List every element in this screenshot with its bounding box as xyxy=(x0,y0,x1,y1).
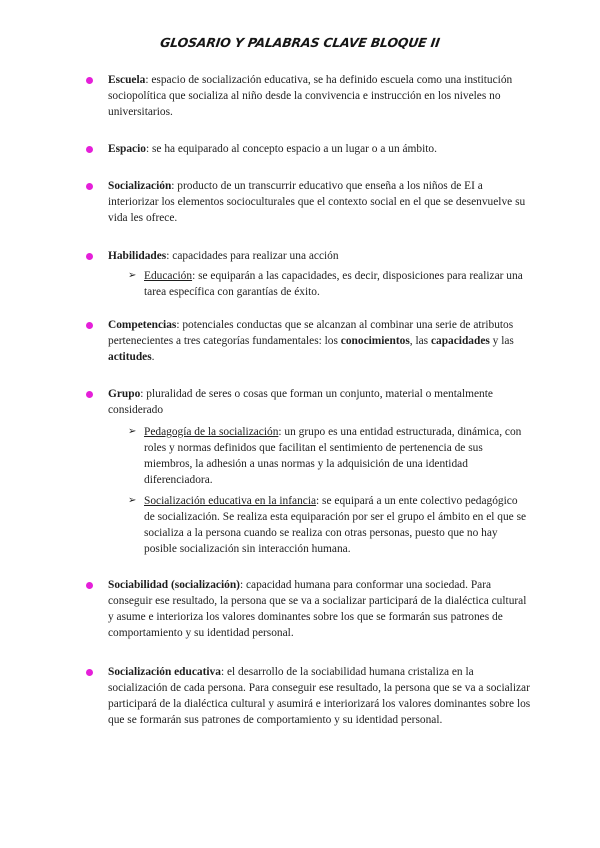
entry-term: Espacio xyxy=(108,143,146,155)
entry-definition-part: , las xyxy=(409,335,431,347)
bullet-icon xyxy=(86,582,93,589)
glossary-entry-competencias xyxy=(90,317,534,365)
arrow-bullet-icon: ➢ xyxy=(128,426,137,437)
entry-definition-part: y las xyxy=(489,335,514,347)
sub-entry-definition: : un grupo es una entidad estructurada, dinámica, con roles y normas definidos que facilitan el sentimiento de pertenencia de sus miembros, la adhesión a unas normas y la adquisición de una identidad diferenciadora. xyxy=(144,426,522,486)
glossary-entry-escuela xyxy=(90,72,534,120)
sub-entry-term: Socialización educativa en la infancia xyxy=(144,495,317,507)
entry-term: Habilidades xyxy=(108,250,167,262)
entry-term: Grupo xyxy=(108,388,141,400)
bullet-icon xyxy=(86,253,93,260)
entry-definition: : producto de un transcurrir educativo que enseña a los niños de EI a interiorizar los elementos socioculturales que el contexto social en el que se desenvuelve su vida les ofrece. xyxy=(108,180,526,224)
sub-entry-term: Pedagogía de la socialización xyxy=(144,426,279,438)
arrow-bullet-icon: ➢ xyxy=(128,270,137,281)
sub-entry-socializacion-infancia xyxy=(128,493,529,557)
bullet-icon xyxy=(86,146,93,153)
entry-term: Socialización educativa xyxy=(108,666,221,678)
arrow-bullet-icon: ➢ xyxy=(128,495,137,506)
sub-entry-pedagogia xyxy=(128,424,529,488)
glossary-entry-sociabilidad xyxy=(90,577,534,641)
bullet-icon xyxy=(86,183,93,190)
glossary-entry-grupo xyxy=(90,386,534,557)
entry-definition: : capacidad humana para conformar una sociedad. Para conseguir ese resultado, la persona que se va a socializar participará de la dialéctica cultural y asume e interioriza los valores dominantes sobre los que se formarán sus patrones de comportamiento y su identidad personal. xyxy=(108,579,527,639)
bullet-icon xyxy=(86,322,93,329)
bullet-icon xyxy=(86,77,93,84)
glossary-entry-habilidades xyxy=(90,248,534,300)
bullet-icon xyxy=(86,391,93,398)
keyword-actitudes: actitudes xyxy=(108,351,152,363)
entry-definition: : capacidades para realizar una acción xyxy=(166,250,339,262)
glossary-entry-socializacion xyxy=(90,178,534,226)
keyword-conocimientos: conocimientos xyxy=(340,335,410,347)
entry-definition: : espacio de socialización educativa, se ha definido escuela como una institución sociopolítica que socializa al niño desde la convivencia e instrucción en los niveles no universitarios. xyxy=(108,74,513,118)
entry-definition: : se ha equiparado al concepto espacio a un lugar o a un ámbito. xyxy=(145,143,437,155)
glossary-entry-espacio xyxy=(90,141,534,157)
bullet-icon xyxy=(86,669,93,676)
entry-term: Socialización xyxy=(108,180,172,192)
sub-entry-educacion xyxy=(128,268,529,300)
entry-term: Competencias xyxy=(108,319,177,331)
entry-definition-part: . xyxy=(151,351,155,363)
keyword-capacidades: capacidades xyxy=(430,335,490,347)
entry-definition: : pluralidad de seres o cosas que forman un conjunto, material o mentalmente considerado xyxy=(108,388,493,416)
sub-entry-definition: : se equipará a un ente colectivo pedagógico de socialización. Se realiza esta equiparación por ser el grupo el ámbito en el que se socializa a la persona cuando se realiza con otras personas, puesto que no hay posible socialización sin interacción humana. xyxy=(144,495,527,555)
page-title: GLOSARIO Y PALABRAS CLAVE BLOQUE II xyxy=(159,35,441,50)
sub-entry-definition: : se equiparán a las capacidades, es decir, disposiciones para realizar una tarea específica con garantías de éxito. xyxy=(144,270,523,298)
entry-definition: : el desarrollo de la sociabilidad humana cristaliza en la socialización de cada persona. Para conseguir ese resultado, la persona que se va a socializar participará de la dialéctica cultural y asumirá e interiorizará los valores dominantes sobre los que se formarán sus patrones de comportamiento y su identidad personal. xyxy=(108,666,531,726)
entry-term: Escuela xyxy=(108,74,146,86)
entry-term: Sociabilidad (socialización) xyxy=(108,579,240,591)
sub-entry-term: Educación xyxy=(144,270,193,282)
entry-definition: : potenciales conductas que se alcanzan al combinar una serie de atributos pertenecientes a tres categorías fundamentales: los xyxy=(108,319,514,347)
glossary-entry-socializacion-educativa xyxy=(90,664,534,728)
